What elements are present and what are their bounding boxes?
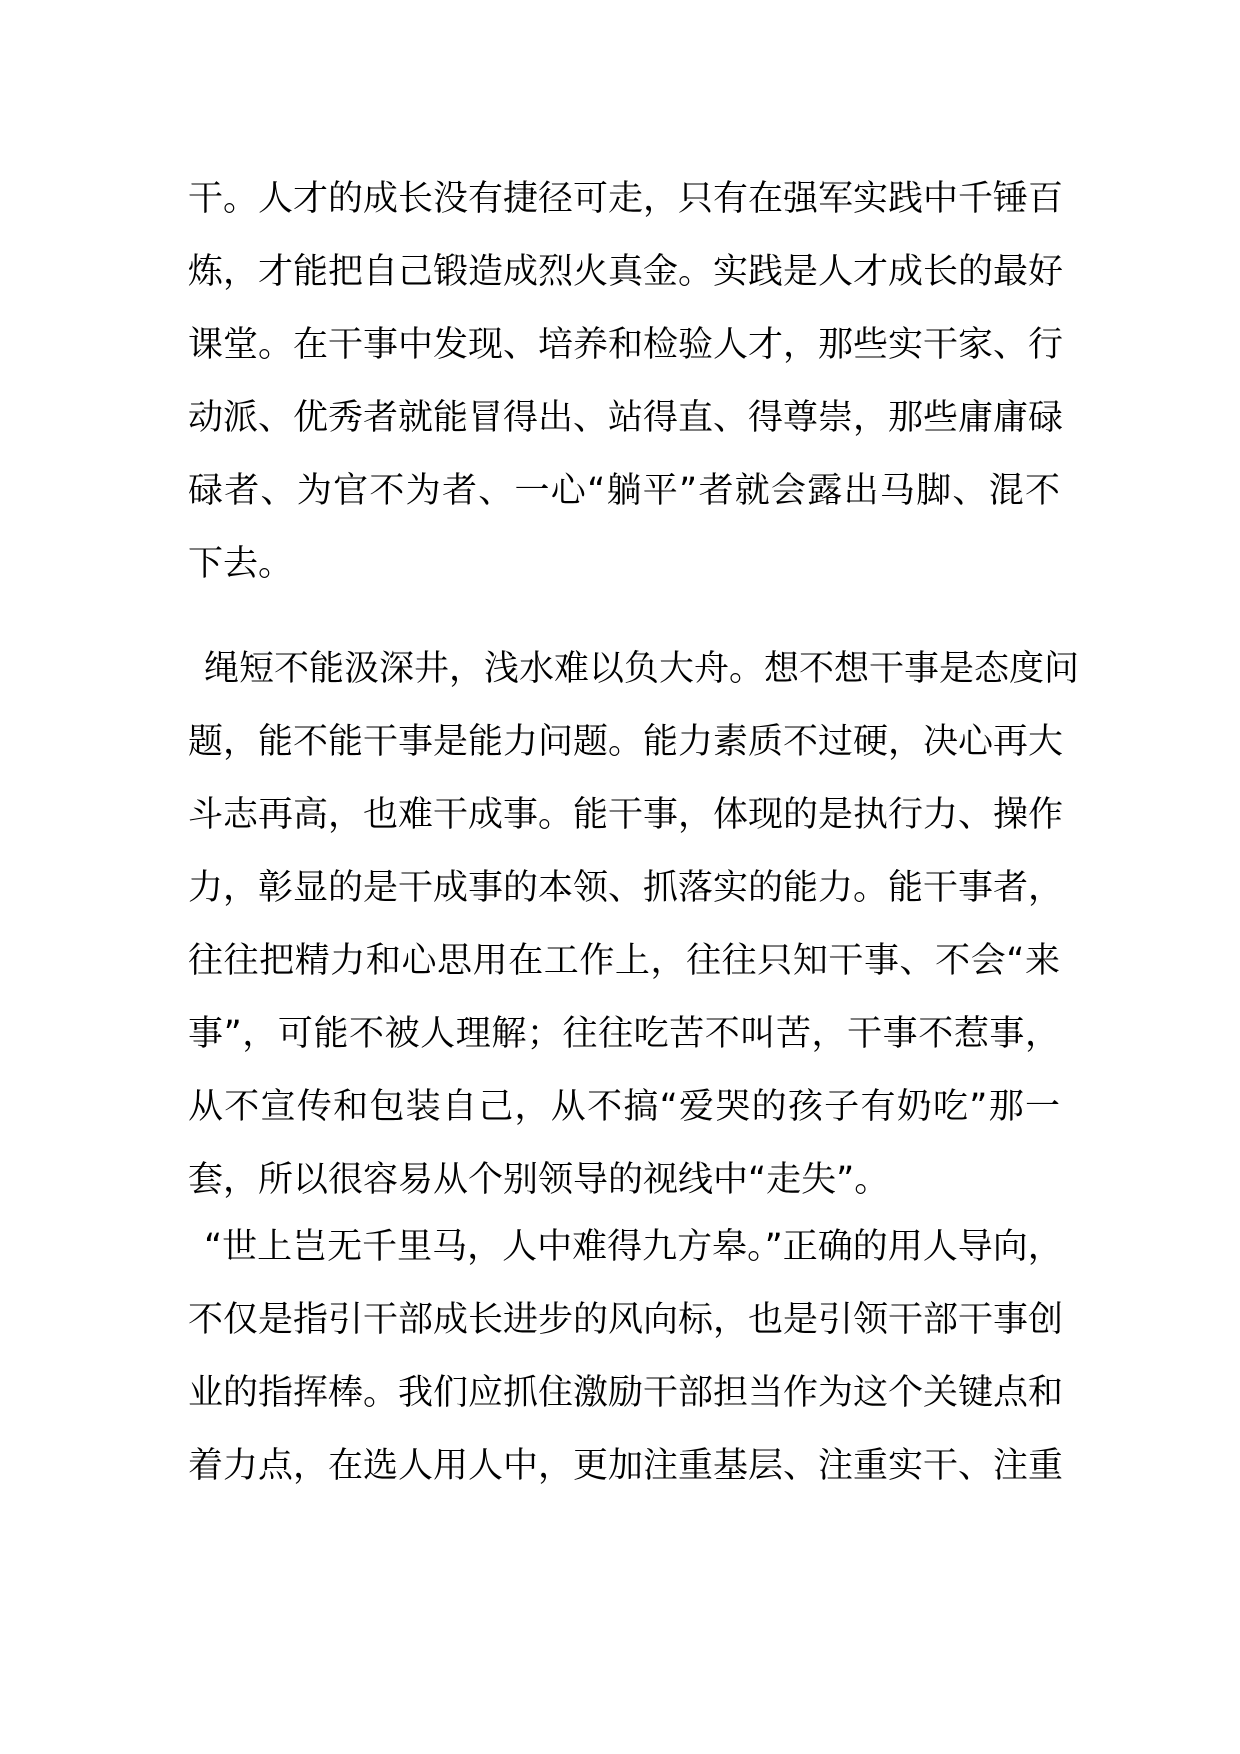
text-line: 不仅是指引干部成长进步的风向标，也是引领干部干事创	[188, 1300, 1064, 1340]
paragraph-capability	[188, 633, 1080, 1217]
text-line: 课堂。在干事中发现、培养和检验人才，那些实干家、行	[188, 325, 1064, 365]
text-line: 斗志再高，也难干成事。能干事，体现的是执行力、操作	[188, 795, 1064, 835]
text-line: 干。人才的成长没有捷径可走，只有在强军实践中千锤百	[188, 179, 1064, 219]
text-line: 从不宣传和包装自己，从不搞“爱哭的孩子有奶吃”那一	[188, 1087, 1060, 1127]
text-line: 事”，可能不被人理解；往往吃苦不叫苦，干事不惹事，	[188, 1014, 1060, 1054]
text-line: 炼，才能把自己锻造成烈火真金。实践是人才成长的最好	[188, 252, 1064, 292]
text-line: 碌者、为官不为者、一心“躺平”者就会露出马脚、混不	[188, 471, 1060, 511]
text-line: 着力点，在选人用人中，更加注重基层、注重实干、注重	[188, 1446, 1064, 1486]
text-line: 绳短不能汲深井，浅水难以负大舟。想不想干事是态度问	[204, 649, 1080, 689]
text-line: 下去。	[188, 544, 294, 584]
text-line: 力，彰显的是干成事的本领、抓落实的能力。能干事者，	[188, 868, 1064, 908]
text-line: 题，能不能干事是能力问题。能力素质不过硬，决心再大	[188, 722, 1064, 762]
paragraph-talent-growth	[188, 163, 1064, 601]
text-line: “世上岂无千里马，人中难得九方皋。”正确的用人导向，	[204, 1227, 1063, 1267]
paragraph-employment-orientation	[188, 1211, 1064, 1503]
text-line: 动派、优秀者就能冒得出、站得直、得尊崇，那些庸庸碌	[188, 398, 1064, 438]
text-line: 往往把精力和心思用在工作上，往往只知干事、不会“来	[188, 941, 1060, 981]
text-line: 套，所以很容易从个别领导的视线中“走失”。	[188, 1160, 890, 1200]
text-line: 业的指挥棒。我们应抓住激励干部担当作为这个关键点和	[188, 1373, 1064, 1413]
